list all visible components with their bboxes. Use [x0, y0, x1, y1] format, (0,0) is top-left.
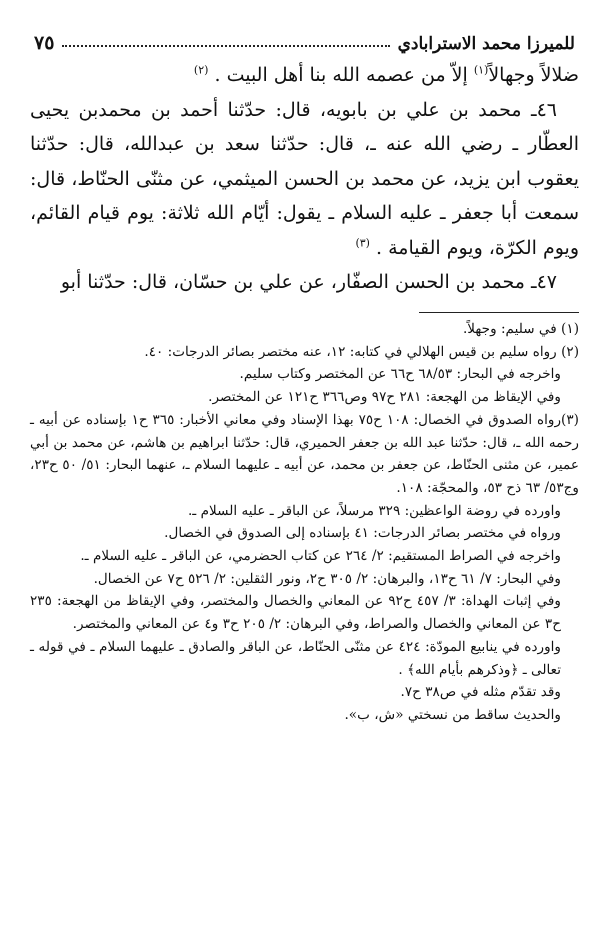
hadith-47: [30, 265, 579, 300]
running-header: [34, 24, 575, 54]
footnote-separator: [419, 312, 579, 313]
page-number: ٧٥: [34, 32, 55, 54]
footnote-2-line: واخرجه في البحار: ٦٨/٥٣ ح٦٦ عن المختصر وكتاب سليم.: [239, 366, 561, 383]
paragraph-text: ضلالاً وجهالاً: [488, 64, 579, 86]
footnote-3-line: وفي البحار: ٧/ ٦١ ح١٣، والبرهان: ٢/ ٣٠٥ ح٢، ونور الثقلين: ٢/ ٥٢٦ ح٧ عن الخصال.: [93, 570, 561, 587]
main-text: [30, 58, 579, 300]
hadith-46: [30, 93, 579, 266]
footnote-2-line: وفي الإيقاظ من الهجعة: ٢٨١ ح٩٧ وص٣٦٦ ح١٢١ عن المختصر.: [208, 389, 561, 406]
footnote-3-line: واورده في ينابيع المودّة: ٤٢٤ عن مثنّى الحنّاط، عن الباقر والصادق ـ عليهما السلام ـ في قوله ـ تعالى ـ ﴿وذكرهم بأيام الله﴾ .: [30, 638, 561, 678]
footnote-ref: (٢): [193, 63, 209, 77]
footnotes: [30, 318, 579, 727]
paragraph-text: ٤٧ـ محمد بن الحسن الصفّار، عن علي بن حسّان، قال: حدّثنا أبو: [60, 271, 557, 293]
header-title: للميرزا محمد الاسترابادي: [397, 34, 575, 54]
header-dotted-leader: [62, 45, 389, 47]
footnote-2: (٢) رواه سليم بن قيس الهلالي في كتابه: ١٢، عنه مختصر بصائر الدرجات: ٤٠.: [144, 343, 579, 360]
footnote-3-line: والحديث ساقط من نسختي «ش، ب».: [344, 706, 561, 723]
footnote-3-line: وقد تقدّم مثله في ص٣٨ ح٧.: [400, 684, 561, 701]
footnote-ref: (٣): [355, 236, 370, 250]
paragraph-text: إلاّ من عصمه الله بنا أهل البيت .: [214, 64, 474, 86]
footnote-3-line: واخرجه في الصراط المستقيم: ٢/ ٢٦٤ عن كتاب الحضرمي، عن الباقر ـ عليه السلام ـ.: [80, 548, 561, 565]
footnote-3-line: ورواه في مختصر بصائر الدرجات: ٤١ بإسناده إلى الصدوق في الخصال.: [164, 525, 561, 542]
footnote-ref: (١): [473, 63, 489, 77]
paragraph-continuation: [30, 58, 579, 93]
footnote-1: (١) في سليم: وجهلاً.: [462, 321, 579, 337]
footnote-3: (٣)رواه الصدوق في الخصال: ١٠٨ ح٧٥ بهذا الإسناد وفي معاني الأخبار: ٣٦٥ ح١ بإسناده عن أبيه ـ رحمه الله ـ، قال: حدّثنا عبد الله بن جعفر الحميري، قال: حدّثنا ابراهيم بن هاشم، عن محمد بن أبي عمير، عن مثنى الحنّاط، عن جعفر بن محمد، عن أبيه ـ عليهما السلام ـ، عنهما البحار: ٥١/ ٥٠ ح٢٣، وج٥٣/ ٦٣ ذح ٥٣، والمحجّة: ١٠٨.: [30, 411, 579, 496]
footnote-3-line: وفي إثبات الهداة: ٣/ ٤٥٧ ح٩٢ عن المعاني والخصال والمختصر، وفي الإيقاظ من الهجعة: ٢٣٥ ح٣ عن المعاني والخصال والصراط، وفي البرهان: ٢/ ٢٠٥ ح٣ و٤ عن المعاني والمختصر.: [30, 593, 561, 633]
footnote-3-line: واورده في روضة الواعظين: ٣٢٩ مرسلاً، عن الباقر ـ عليه السلام ـ.: [187, 502, 561, 519]
paragraph-text: ٤٦ـ محمد بن علي بن بابويه، قال: حدّثنا أحمد بن محمدبن يحيى العطّار ـ رضي الله عنه ـ، قال: حدّثنا سعد بن عبدالله، قال: حدّثنا يعقوب ابن يزيد، عن محمد بن الحسن الميثمي، عن مثنّى الحنّاط، قال: سمعت أبا جعفر ـ عليه السلام ـ يقول: أيّام الله ثلاثة: يوم قيام القائم، ويوم الكرّة، ويوم القيامة .: [30, 98, 579, 259]
